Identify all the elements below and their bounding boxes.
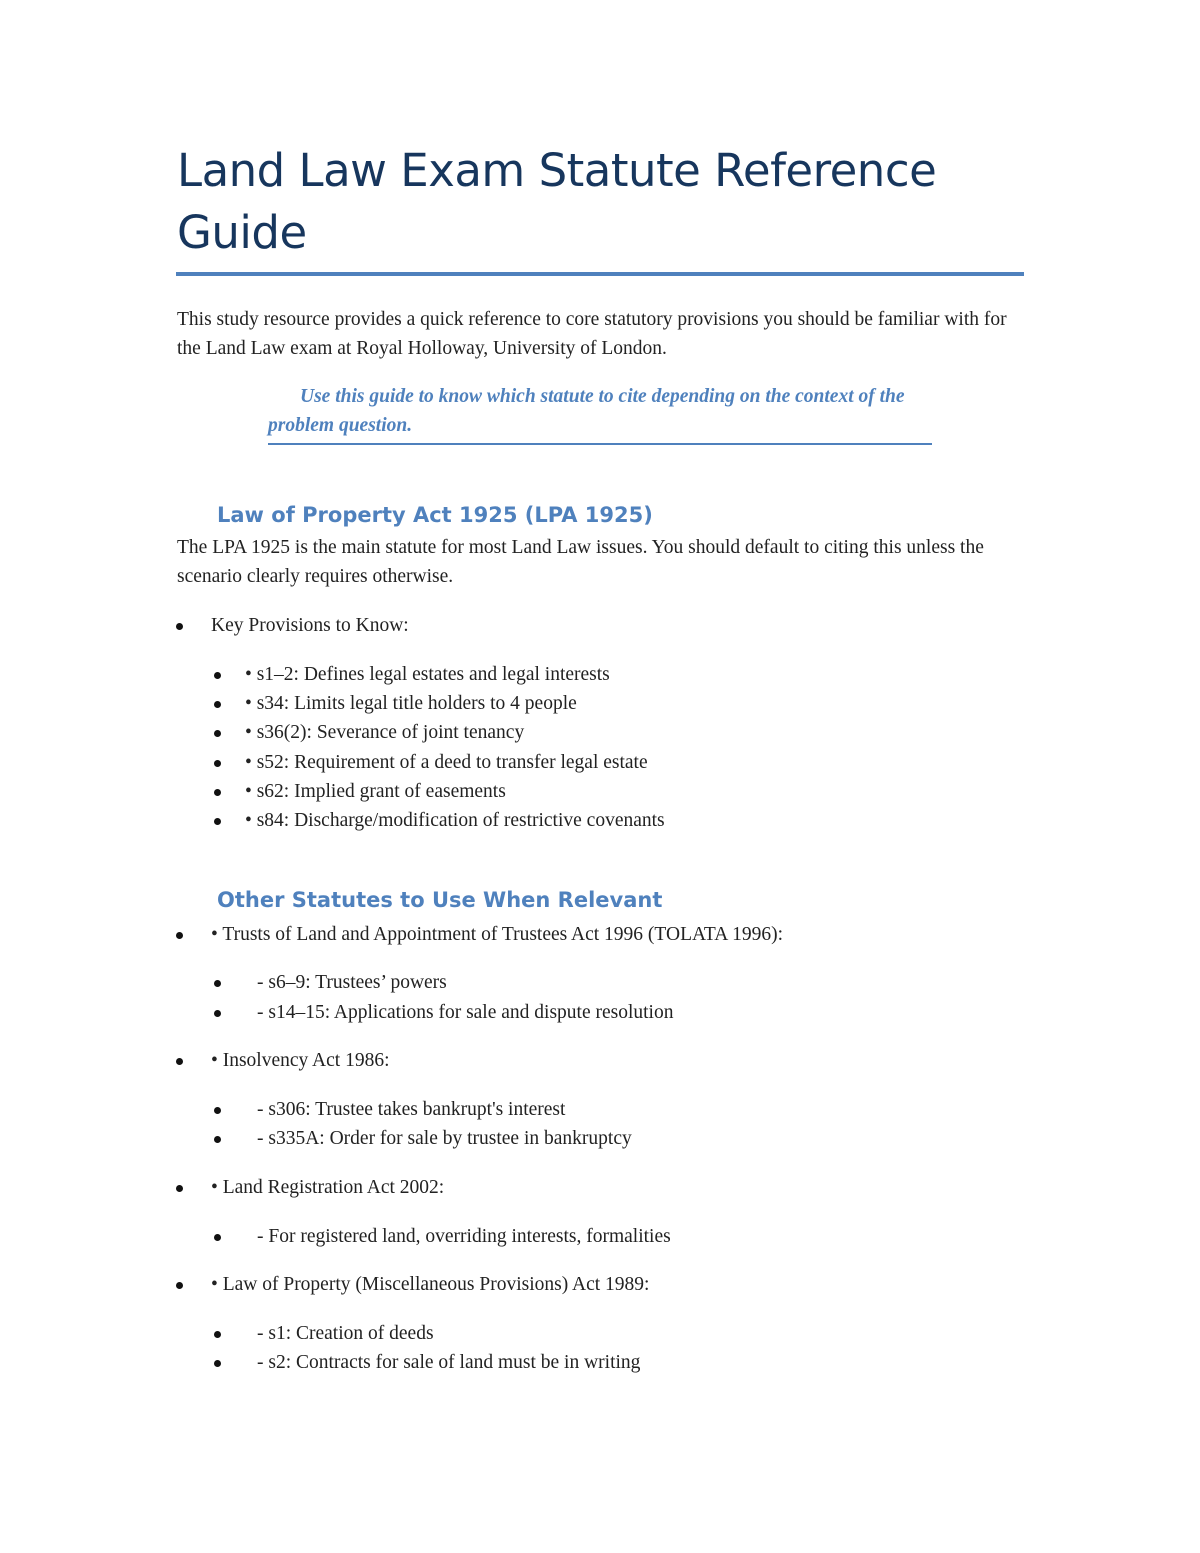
lpa-provision-item: • s36(2): Severance of joint tenancy bbox=[245, 722, 525, 743]
lpa-provision-item: • s34: Limits legal title holders to 4 people bbox=[245, 693, 577, 714]
statute-section: - s306: Trustee takes bankrupt's interest bbox=[257, 1099, 566, 1120]
bullet-dot-icon bbox=[176, 1185, 183, 1192]
bullet-dot-icon bbox=[214, 1136, 221, 1143]
lpa-provision-item: • s62: Implied grant of easements bbox=[245, 781, 506, 802]
statute-name: • Insolvency Act 1986: bbox=[211, 1050, 390, 1071]
bullet-dot-icon bbox=[176, 1058, 183, 1065]
statute-name: • Law of Property (Miscellaneous Provisions) Act 1989: bbox=[211, 1274, 650, 1295]
lpa-heading: Law of Property Act 1925 (LPA 1925) bbox=[217, 503, 653, 527]
intense-quote: Use this guide to know which statute to cite depending on the context of the problem question. bbox=[268, 386, 905, 436]
bullet-dot-icon bbox=[214, 1234, 221, 1241]
statute-name: • Trusts of Land and Appointment of Trustees Act 1996 (TOLATA 1996): bbox=[211, 924, 784, 945]
bullet-dot-icon bbox=[214, 701, 221, 708]
statute-section: - s1: Creation of deeds bbox=[257, 1323, 434, 1344]
statute-section: - s2: Contracts for sale of land must be in writing bbox=[257, 1352, 641, 1373]
document-title: Land Law Exam Statute Reference Guide bbox=[177, 144, 937, 259]
bullet-dot-icon bbox=[214, 672, 221, 679]
bullet-dot-icon bbox=[214, 980, 221, 987]
lpa-key-label: Key Provisions to Know: bbox=[211, 615, 409, 636]
statute-name: • Land Registration Act 2002: bbox=[211, 1177, 445, 1198]
quote-underline bbox=[268, 443, 932, 445]
bullet-dot-icon bbox=[214, 1010, 221, 1017]
bullet-dot-icon bbox=[176, 932, 183, 939]
other-statutes-heading: Other Statutes to Use When Relevant bbox=[217, 888, 663, 912]
bullet-dot-icon bbox=[214, 818, 221, 825]
intro-paragraph: This study resource provides a quick reference to core statutory provisions you should be familiar with for the Land Law exam at Royal Holloway, University of London. bbox=[177, 309, 1007, 359]
lpa-description: The LPA 1925 is the main statute for most Land Law issues. You should default to citing this unless the scenario clearly requires otherwise. bbox=[177, 537, 984, 587]
bullet-dot-icon bbox=[214, 730, 221, 737]
statute-section: - For registered land, overriding interests, formalities bbox=[257, 1226, 671, 1247]
lpa-provision-item: • s1–2: Defines legal estates and legal interests bbox=[245, 664, 610, 685]
bullet-dot-icon bbox=[214, 760, 221, 767]
lpa-provision-item: • s52: Requirement of a deed to transfer legal estate bbox=[245, 752, 648, 773]
bullet-dot-icon bbox=[176, 623, 183, 630]
statute-section: - s6–9: Trustees’ powers bbox=[257, 972, 447, 993]
title-underline bbox=[176, 272, 1024, 276]
bullet-dot-icon bbox=[176, 1282, 183, 1289]
statute-section: - s335A: Order for sale by trustee in bankruptcy bbox=[257, 1128, 632, 1149]
bullet-dot-icon bbox=[214, 1107, 221, 1114]
bullet-dot-icon bbox=[214, 1360, 221, 1367]
statute-section: - s14–15: Applications for sale and dispute resolution bbox=[257, 1002, 674, 1023]
bullet-dot-icon bbox=[214, 789, 221, 796]
bullet-dot-icon bbox=[214, 1331, 221, 1338]
lpa-provision-item: • s84: Discharge/modification of restrictive covenants bbox=[245, 810, 665, 831]
